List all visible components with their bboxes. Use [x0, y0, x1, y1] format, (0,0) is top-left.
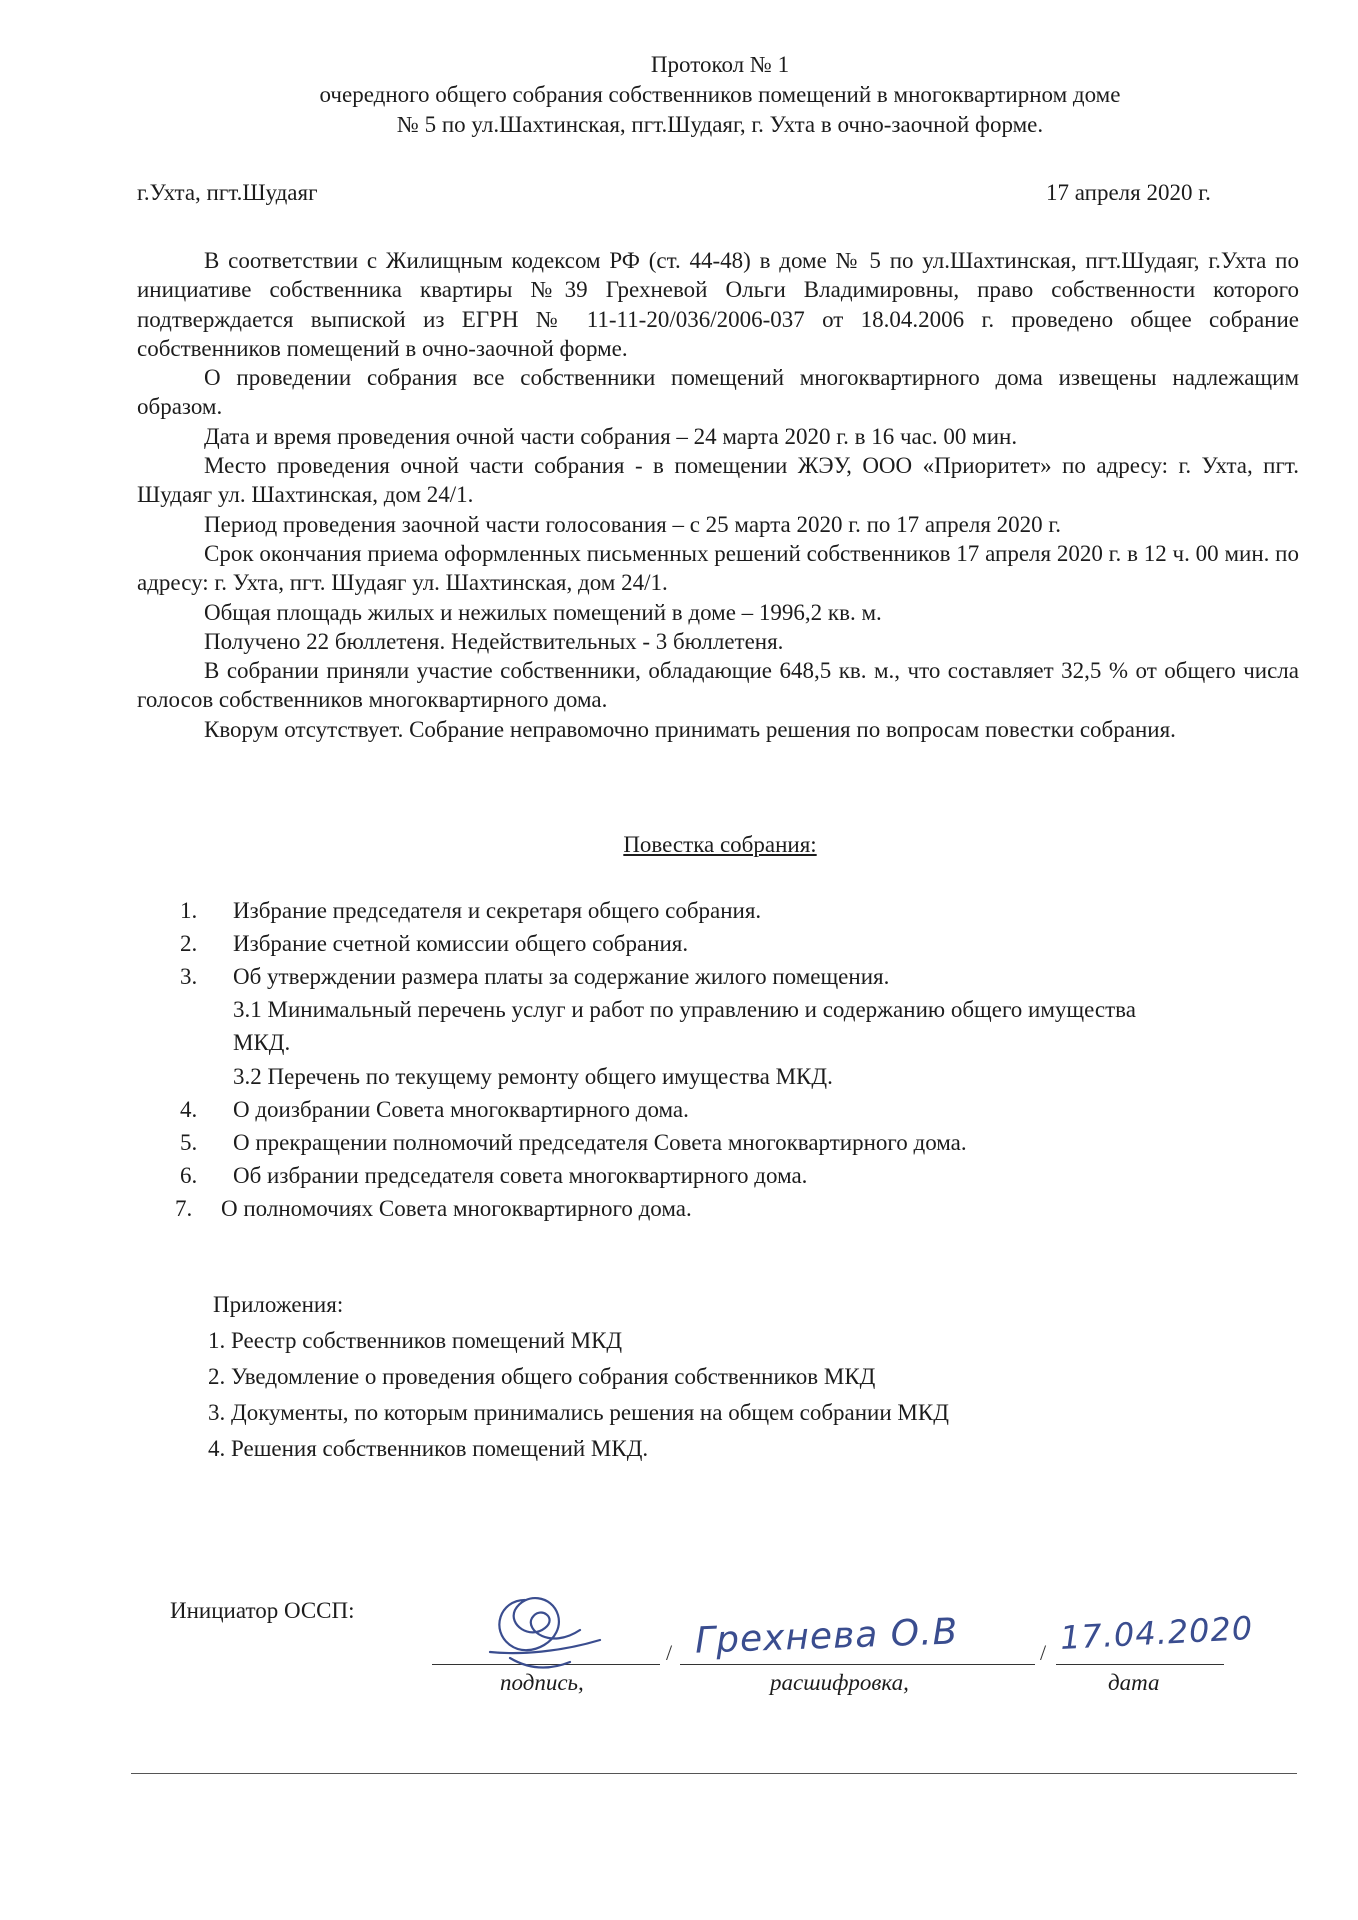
- document-place: г.Ухта, пгт.Шудаяг: [137, 180, 318, 205]
- date-caption: дата: [1108, 1670, 1160, 1695]
- initiator-label: Инициатор ОССП:: [170, 1598, 355, 1623]
- date-line: [1056, 1664, 1224, 1665]
- separator-slash: /: [1040, 1640, 1047, 1665]
- agenda-title: Повестка собрания:: [623, 832, 817, 857]
- agenda-item-number: 3.: [180, 964, 198, 989]
- agenda-item: [180, 960, 1220, 993]
- attachment-item: 3. Документы, по которым принимались решения на общем собрании МКД: [208, 1400, 949, 1425]
- signature-mark: [470, 1570, 610, 1680]
- agenda-item-number: 5.: [180, 1130, 198, 1155]
- paragraph: Срок окончания приема оформленных письменных решений собственников 17 апреля 2020 г. в 12 ч. 00 мин. по адресу: г. Ухта, пгт. Шудаяг ул. Шахтинская, дом 24/1.: [137, 540, 1299, 596]
- paragraph: Общая площадь жилых и нежилых помещений в доме – 1996,2 кв. м.: [204, 599, 882, 625]
- agenda-item-text: О доизбрании Совета многоквартирного дома.: [233, 1097, 689, 1122]
- agenda-subitem: 3.2 Перечень по текущему ремонту общего имущества МКД.: [233, 1064, 833, 1089]
- attachment-item: 4. Решения собственников помещений МКД.: [208, 1436, 649, 1461]
- signature-caption: подпись,: [500, 1670, 584, 1695]
- attachment-item: 2. Уведомление о проведения общего собрания собственников МКД: [208, 1364, 876, 1389]
- document-body: [137, 246, 1299, 744]
- paragraph: Место проведения очной части собрания - в помещении ЖЭУ, ООО «Приоритет» по адресу: г. Ухта, пгт. Шудаяг ул. Шахтинская, дом 24/1.: [137, 453, 1299, 508]
- paragraph: Кворум отсутствует. Собрание неправомочно принимать решения по вопросам повестки собрания.: [204, 716, 1176, 742]
- agenda-item-number: 7.: [175, 1196, 193, 1221]
- attachments: [208, 1287, 949, 1467]
- decode-caption: расшифровка,: [770, 1670, 909, 1695]
- agenda-item-number: 6.: [180, 1163, 198, 1188]
- agenda-item: [180, 1126, 1220, 1159]
- agenda-item: [175, 1192, 1220, 1225]
- agenda-item-number: 2.: [180, 931, 198, 956]
- paragraph: В соответствии с Жилищным кодексом РФ (ст. 44-48) в доме № 5 по ул.Шахтинская, пгт.Шудаяг, г.Ухта по инициативе собственника квартиры №39 Грехневой Ольги Владимировны, право собственности которого подтверждается выпиской из ЕГРН № 11-11-20/036/2006-037 от 18.04.2006 г. проведено общее собрание собственников помещений в очно-заочной форме.: [137, 248, 1299, 361]
- paragraph: В собрании приняли участие собственники, обладающие 648,5 кв. м., что составляет 32,5 % от общего числа голосов собственников многоквартирного дома.: [137, 658, 1299, 713]
- separator-slash: /: [666, 1640, 673, 1665]
- paragraph: Период проведения заочной части голосования – с 25 марта 2020 г. по 17 апреля 2020 г.: [204, 511, 1061, 537]
- paragraph: Дата и время проведения очной части собрания – 24 марта 2020 г. в 16 час. 00 мин.: [204, 423, 1018, 449]
- title-line-3: № 5 по ул.Шахтинская, пгт.Шудаяг, г. Ухта в очно-заочной форме.: [396, 112, 1044, 137]
- title-line-2: очередного общего собрания собственников помещений в многоквартирном доме: [319, 82, 1121, 107]
- attachments-title: Приложения:: [213, 1292, 344, 1317]
- agenda-item: [180, 1159, 1220, 1192]
- agenda-item: [180, 894, 1220, 927]
- title-line-1: Протокол № 1: [650, 52, 790, 77]
- paragraph: Получено 22 бюллетеня. Недействительных - 3 бюллетеня.: [204, 628, 784, 654]
- agenda-item-text: Избрание счетной комиссии общего собрания.: [233, 931, 689, 956]
- agenda-item-text: О полномочиях Совета многоквартирного дома.: [221, 1196, 692, 1221]
- agenda-item-text: Избрание председателя и секретаря общего собрания.: [233, 898, 762, 923]
- agenda-item-text: Об утверждении размера платы за содержание жилого помещения.: [233, 964, 890, 989]
- agenda-list: [175, 894, 1220, 1225]
- agenda-item-text: О прекращении полномочий председателя Совета многоквартирного дома.: [233, 1130, 967, 1155]
- agenda-item-number: 1.: [180, 898, 198, 923]
- handwritten-date: 17.04.2020: [1059, 1608, 1255, 1658]
- agenda-subitem: 3.1 Минимальный перечень услуг и работ по управлению и содержанию общего имущества МКД.: [233, 997, 1136, 1055]
- agenda-item-text: Об избрании председателя совета многоквартирного дома.: [233, 1163, 808, 1188]
- agenda-item: [180, 1093, 1220, 1126]
- agenda-item-number: 4.: [180, 1097, 198, 1122]
- document-title: [150, 50, 1290, 140]
- attachment-item: 1. Реестр собственников помещений МКД: [208, 1328, 623, 1353]
- handwritten-name: Грехнева О.В: [694, 1611, 959, 1662]
- paragraph: О проведении собрания все собственники помещений многоквартирного дома извещены надлежащим образом.: [137, 365, 1299, 420]
- bottom-rule: [131, 1773, 1297, 1774]
- name-line: [680, 1664, 1035, 1665]
- document-date: 17 апреля 2020 г.: [1046, 180, 1211, 205]
- agenda-item: [180, 927, 1220, 960]
